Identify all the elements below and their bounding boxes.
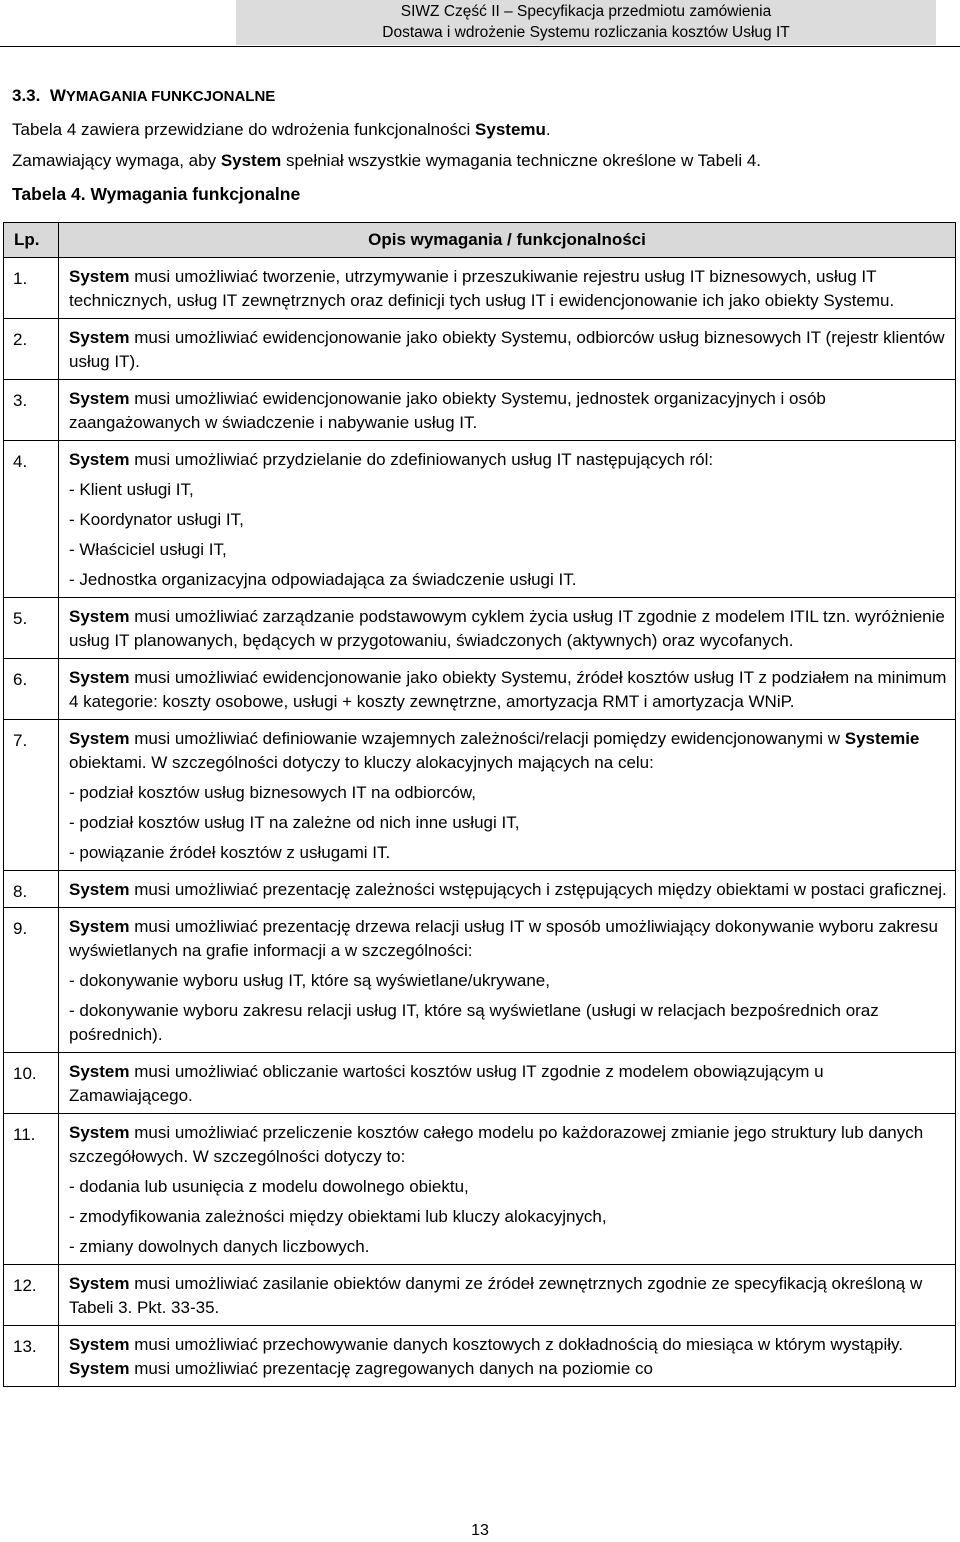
intro-text: Tabela 4 zawiera przewidziane do wdrożenia funkcjonalności [12, 120, 476, 139]
system-bold: System [69, 607, 130, 626]
requirement-text: musi umożliwiać obliczanie wartości kosztów usług IT zgodnie z modelem obowiązującym u Zamawiającego. [69, 1062, 824, 1105]
requirement-text: musi umożliwiać ewidencjonowanie jako obiekty Systemu, odbiorców usług biznesowych IT (rejestr klientów usług IT). [69, 328, 945, 371]
sub-item: - podział kosztów usług biznesowych IT na odbiorców, [69, 783, 476, 802]
intro-line-2 [12, 151, 761, 171]
system-bold: System [69, 328, 130, 347]
system-bold: System [69, 880, 130, 899]
system-bold: System [69, 917, 130, 936]
sub-item: - dodania lub usunięcia z modelu dowolnego obiektu, [69, 1177, 469, 1196]
requirement-text: obiektami. W szczególności dotyczy to kluczy alokacyjnych mających na celu: [69, 753, 654, 772]
requirement-text: musi umożliwiać prezentację zależności wstępujących i zstępujących między obiektami w postaci graficznej. [129, 880, 947, 899]
row-number: 9. [4, 908, 59, 1052]
page-number: 13 [471, 1522, 489, 1539]
table-row [4, 1053, 955, 1114]
intro-bold: System [220, 151, 282, 170]
row-description [59, 908, 955, 1052]
page-header [236, 0, 936, 45]
table-row [4, 598, 955, 659]
row-number: 4. [4, 441, 59, 597]
row-description [59, 258, 955, 318]
row-number: 6. [4, 659, 59, 719]
section-heading [12, 86, 275, 106]
system-bold: System [69, 1359, 130, 1378]
system-bold: System [69, 267, 130, 286]
sub-item: - dokonywanie wyboru usług IT, które są wyświetlane/ukrywane, [69, 971, 550, 990]
system-bold: System [69, 1274, 130, 1293]
sub-item: - Jednostka organizacyjna odpowiadająca za świadczenie usługi IT. [69, 570, 577, 589]
row-description [59, 871, 955, 907]
row-number: 7. [4, 720, 59, 870]
intro-line-1 [12, 120, 551, 140]
column-header-lp: Lp. [4, 223, 59, 257]
requirement-text: musi umożliwiać przydzielanie do zdefiniowanych usług IT następujących ról: [129, 450, 714, 469]
row-description [59, 319, 955, 379]
row-description [59, 1326, 955, 1386]
requirement-text: musi umożliwiać definiowanie wzajemnych zależności/relacji pomiędzy ewidencjonowanymi w [129, 729, 845, 748]
system-bold: System [69, 1062, 130, 1081]
section-number: 3.3. [12, 86, 41, 105]
section-title-rest: YMAGANIA FUNKCJONALNE [65, 88, 276, 105]
requirements-table [3, 222, 956, 1387]
sub-item: - Koordynator usługi IT, [69, 510, 244, 529]
row-description [59, 441, 955, 597]
requirement-text: musi umożliwiać ewidencjonowanie jako obiekty Systemu, źródeł kosztów usług IT z podziałem na minimum 4 kategorie: koszty osobowe, usługi + koszty zewnętrzne, amortyzacja RMT i amortyzacja WNiP. [69, 668, 947, 711]
table-row [4, 258, 955, 319]
table-body [4, 258, 955, 1386]
row-description [59, 380, 955, 440]
header-line-1: SIWZ Część II – Specyfikacja przedmiotu zamówienia [400, 3, 772, 20]
row-description [59, 1265, 955, 1325]
requirement-text: musi umożliwiać przeliczenie kosztów całego modelu po każdorazowej zmianie jego struktury lub danych szczegółowych. W szczególności dotyczy to: [69, 1123, 924, 1166]
table-row [4, 659, 955, 720]
system-bold: System [69, 1123, 130, 1142]
row-number: 5. [4, 598, 59, 658]
sub-item: - dokonywanie wyboru zakresu relacji usług IT, które są wyświetlane (usługi w relacjach bezpośrednich oraz pośrednich). [69, 1001, 879, 1044]
table-row [4, 1265, 955, 1326]
row-number: 1. [4, 258, 59, 318]
requirement-text: musi umożliwiać zasilanie obiektów danymi ze źródeł zewnętrznych zgodnie ze specyfikacją określoną w Tabeli 3. Pkt. 33-35. [69, 1274, 923, 1317]
table-row [4, 1114, 955, 1265]
requirement-text: musi umożliwiać przechowywanie danych kosztowych z dokładnością do miesiąca w którym wystąpiły. [129, 1335, 903, 1354]
requirement-text: musi umożliwiać prezentację drzewa relacji usług IT w sposób umożliwiający dokonywanie wyboru zakresu wyświetlanych na grafie informacji a w szczególności: [69, 917, 938, 960]
column-header-opis: Opis wymagania / funkcjonalności [368, 230, 646, 249]
sub-item: - Klient usługi IT, [69, 480, 194, 499]
intro-bold: Systemu [475, 120, 546, 139]
table-row [4, 720, 955, 871]
header-line-2: Dostawa i wdrożenie Systemu rozliczania kosztów Usług IT [382, 24, 790, 41]
table-row [4, 871, 955, 908]
system-bold: System [69, 1335, 130, 1354]
requirement-text: musi umożliwiać ewidencjonowanie jako obiekty Systemu, jednostek organizacyjnych i osób zaangażowanych w świadczenie i nabywanie usług IT. [69, 389, 826, 432]
row-description [59, 1053, 955, 1113]
requirement-text: musi umożliwiać tworzenie, utrzymywanie i przeszukiwanie rejestru usług IT biznesowych, usług IT technicznych, usług IT zewnętrznych oraz definicji tych usług IT i ewidencjonowanie ich jako obiekty Systemu. [69, 267, 895, 310]
table-row [4, 1326, 955, 1386]
intro-text: . [545, 120, 551, 139]
intro-text: Zamawiający wymaga, aby [12, 151, 221, 170]
row-number: 2. [4, 319, 59, 379]
sub-item: - Właściciel usługi IT, [69, 540, 227, 559]
requirement-text: musi umożliwiać zarządzanie podstawowym cyklem życia usług IT zgodnie z modelem ITIL tzn. wyróżnienie usług IT planowanych, będących w przygotowaniu, świadczonych (aktywnych) oraz wycofanych. [69, 607, 945, 650]
table-row [4, 441, 955, 598]
row-number: 3. [4, 380, 59, 440]
sub-item: - powiązanie źródeł kosztów z usługami IT. [69, 843, 391, 862]
system-bold: System [69, 389, 130, 408]
row-number: 10. [4, 1053, 59, 1113]
sub-item: - podział kosztów usług IT na zależne od nich inne usługi IT, [69, 813, 520, 832]
row-number: 13. [4, 1326, 59, 1386]
row-number: 11. [4, 1114, 59, 1264]
table-row [4, 908, 955, 1053]
table-header-row [4, 223, 955, 258]
system-bold: System [69, 668, 130, 687]
system-bold: System [69, 729, 130, 748]
table-row [4, 319, 955, 380]
sub-item: - zmiany dowolnych danych liczbowych. [69, 1237, 370, 1256]
system-bold: System [69, 450, 130, 469]
system-bold: Systemie [844, 729, 920, 748]
sub-item: - zmodyfikowania zależności między obiektami lub kluczy alokacyjnych, [69, 1207, 607, 1226]
row-description [59, 659, 955, 719]
row-description [59, 720, 955, 870]
row-description [59, 598, 955, 658]
row-number: 12. [4, 1265, 59, 1325]
row-number: 8. [4, 871, 59, 907]
requirement-text: musi umożliwiać prezentację zagregowanych danych na poziomie co [129, 1359, 653, 1378]
intro-text: spełniał wszystkie wymagania techniczne określone w Tabeli 4. [281, 151, 761, 170]
table-row [4, 380, 955, 441]
table-caption: Tabela 4. Wymagania funkcjonalne [12, 184, 301, 204]
section-title-first: W [49, 86, 66, 105]
header-rule [0, 46, 960, 47]
row-description [59, 1114, 955, 1264]
